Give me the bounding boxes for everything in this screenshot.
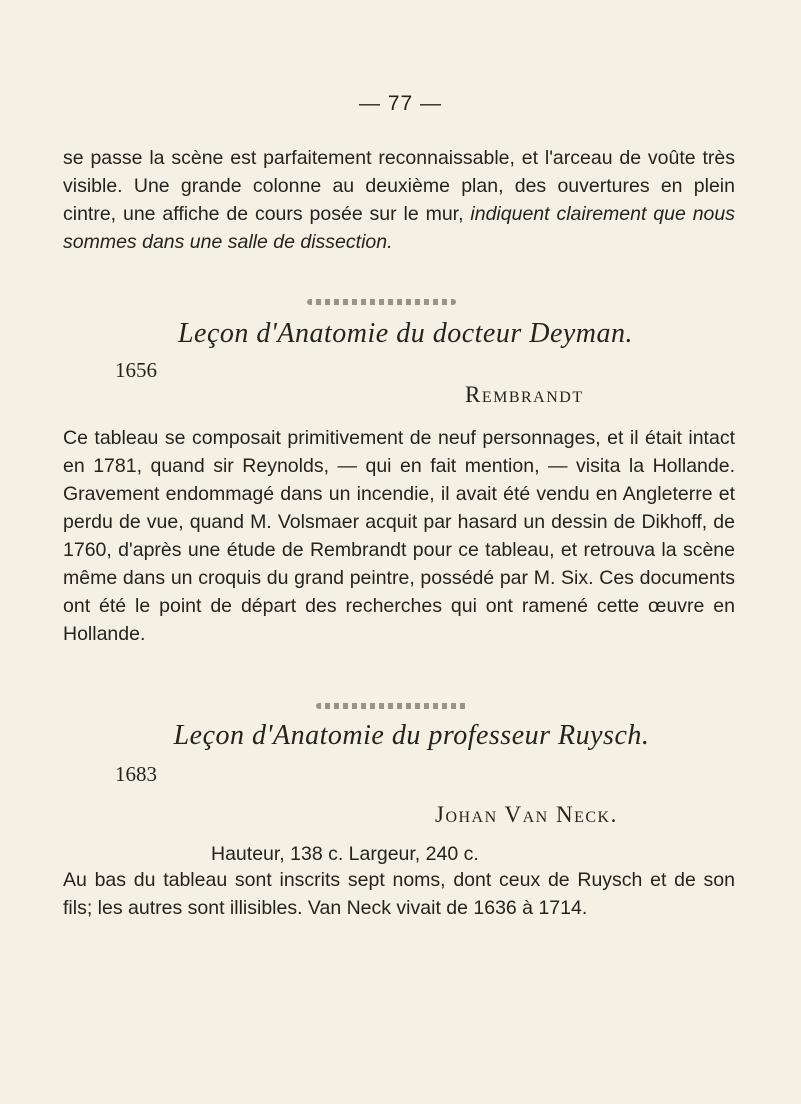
intro-italic-text: indiquent clairement que nous sommes dans une salle de dissection.	[63, 203, 735, 253]
section-1-artist: Rembrandt	[465, 382, 584, 407]
page-number: — 77 —	[358, 92, 443, 115]
section-1-title: Leçon d'Anatomie du docteur Deyman.	[177, 318, 634, 349]
ornamental-divider	[316, 703, 468, 709]
section-1-year: 1656	[115, 358, 157, 382]
section-2-body: Au bas du tableau sont inscrits sept noms, dont ceux de Ruysch et de son fils; les autres sont illisibles. Van Neck vivait de 1636 à 1714.	[63, 869, 735, 919]
intro-text: se passe la scène est parfaitement reconnaissable, et l'arceau de voûte très visible. Une grande colonne au deuxième plan, des ouvertures en plein cintre, une affiche de cours posée sur le mur,	[63, 147, 735, 225]
section-2-dimensions: Hauteur, 138 c. Largeur, 240 c.	[211, 843, 479, 865]
section-2-title: Leçon d'Anatomie du professeur Ruysch.	[173, 720, 650, 751]
section-2-artist: Johan Van Neck.	[435, 802, 618, 827]
intro-paragraph	[63, 144, 735, 256]
ornamental-divider	[307, 299, 456, 305]
section-1-body: Ce tableau se composait primitivement de neuf personnages, et il était intact en 1781, quand sir Reynolds, — qui en fait mention, — visita la Hollande. Gravement endommagé dans un incendie, il avait été vendu en Angleterre et perdu de vue, quand M. Volsmaer acquit par hasard un dessin de Dikhoff, de 1760, d'après une étude de Rembrandt pour ce tableau, et retrouva la scène même dans un croquis du grand peintre, possédé par M. Six. Ces documents ont été le point de départ des recherches qui ont ramené cette œuvre en Hollande.	[63, 427, 735, 645]
section-2-year: 1683	[115, 762, 157, 786]
